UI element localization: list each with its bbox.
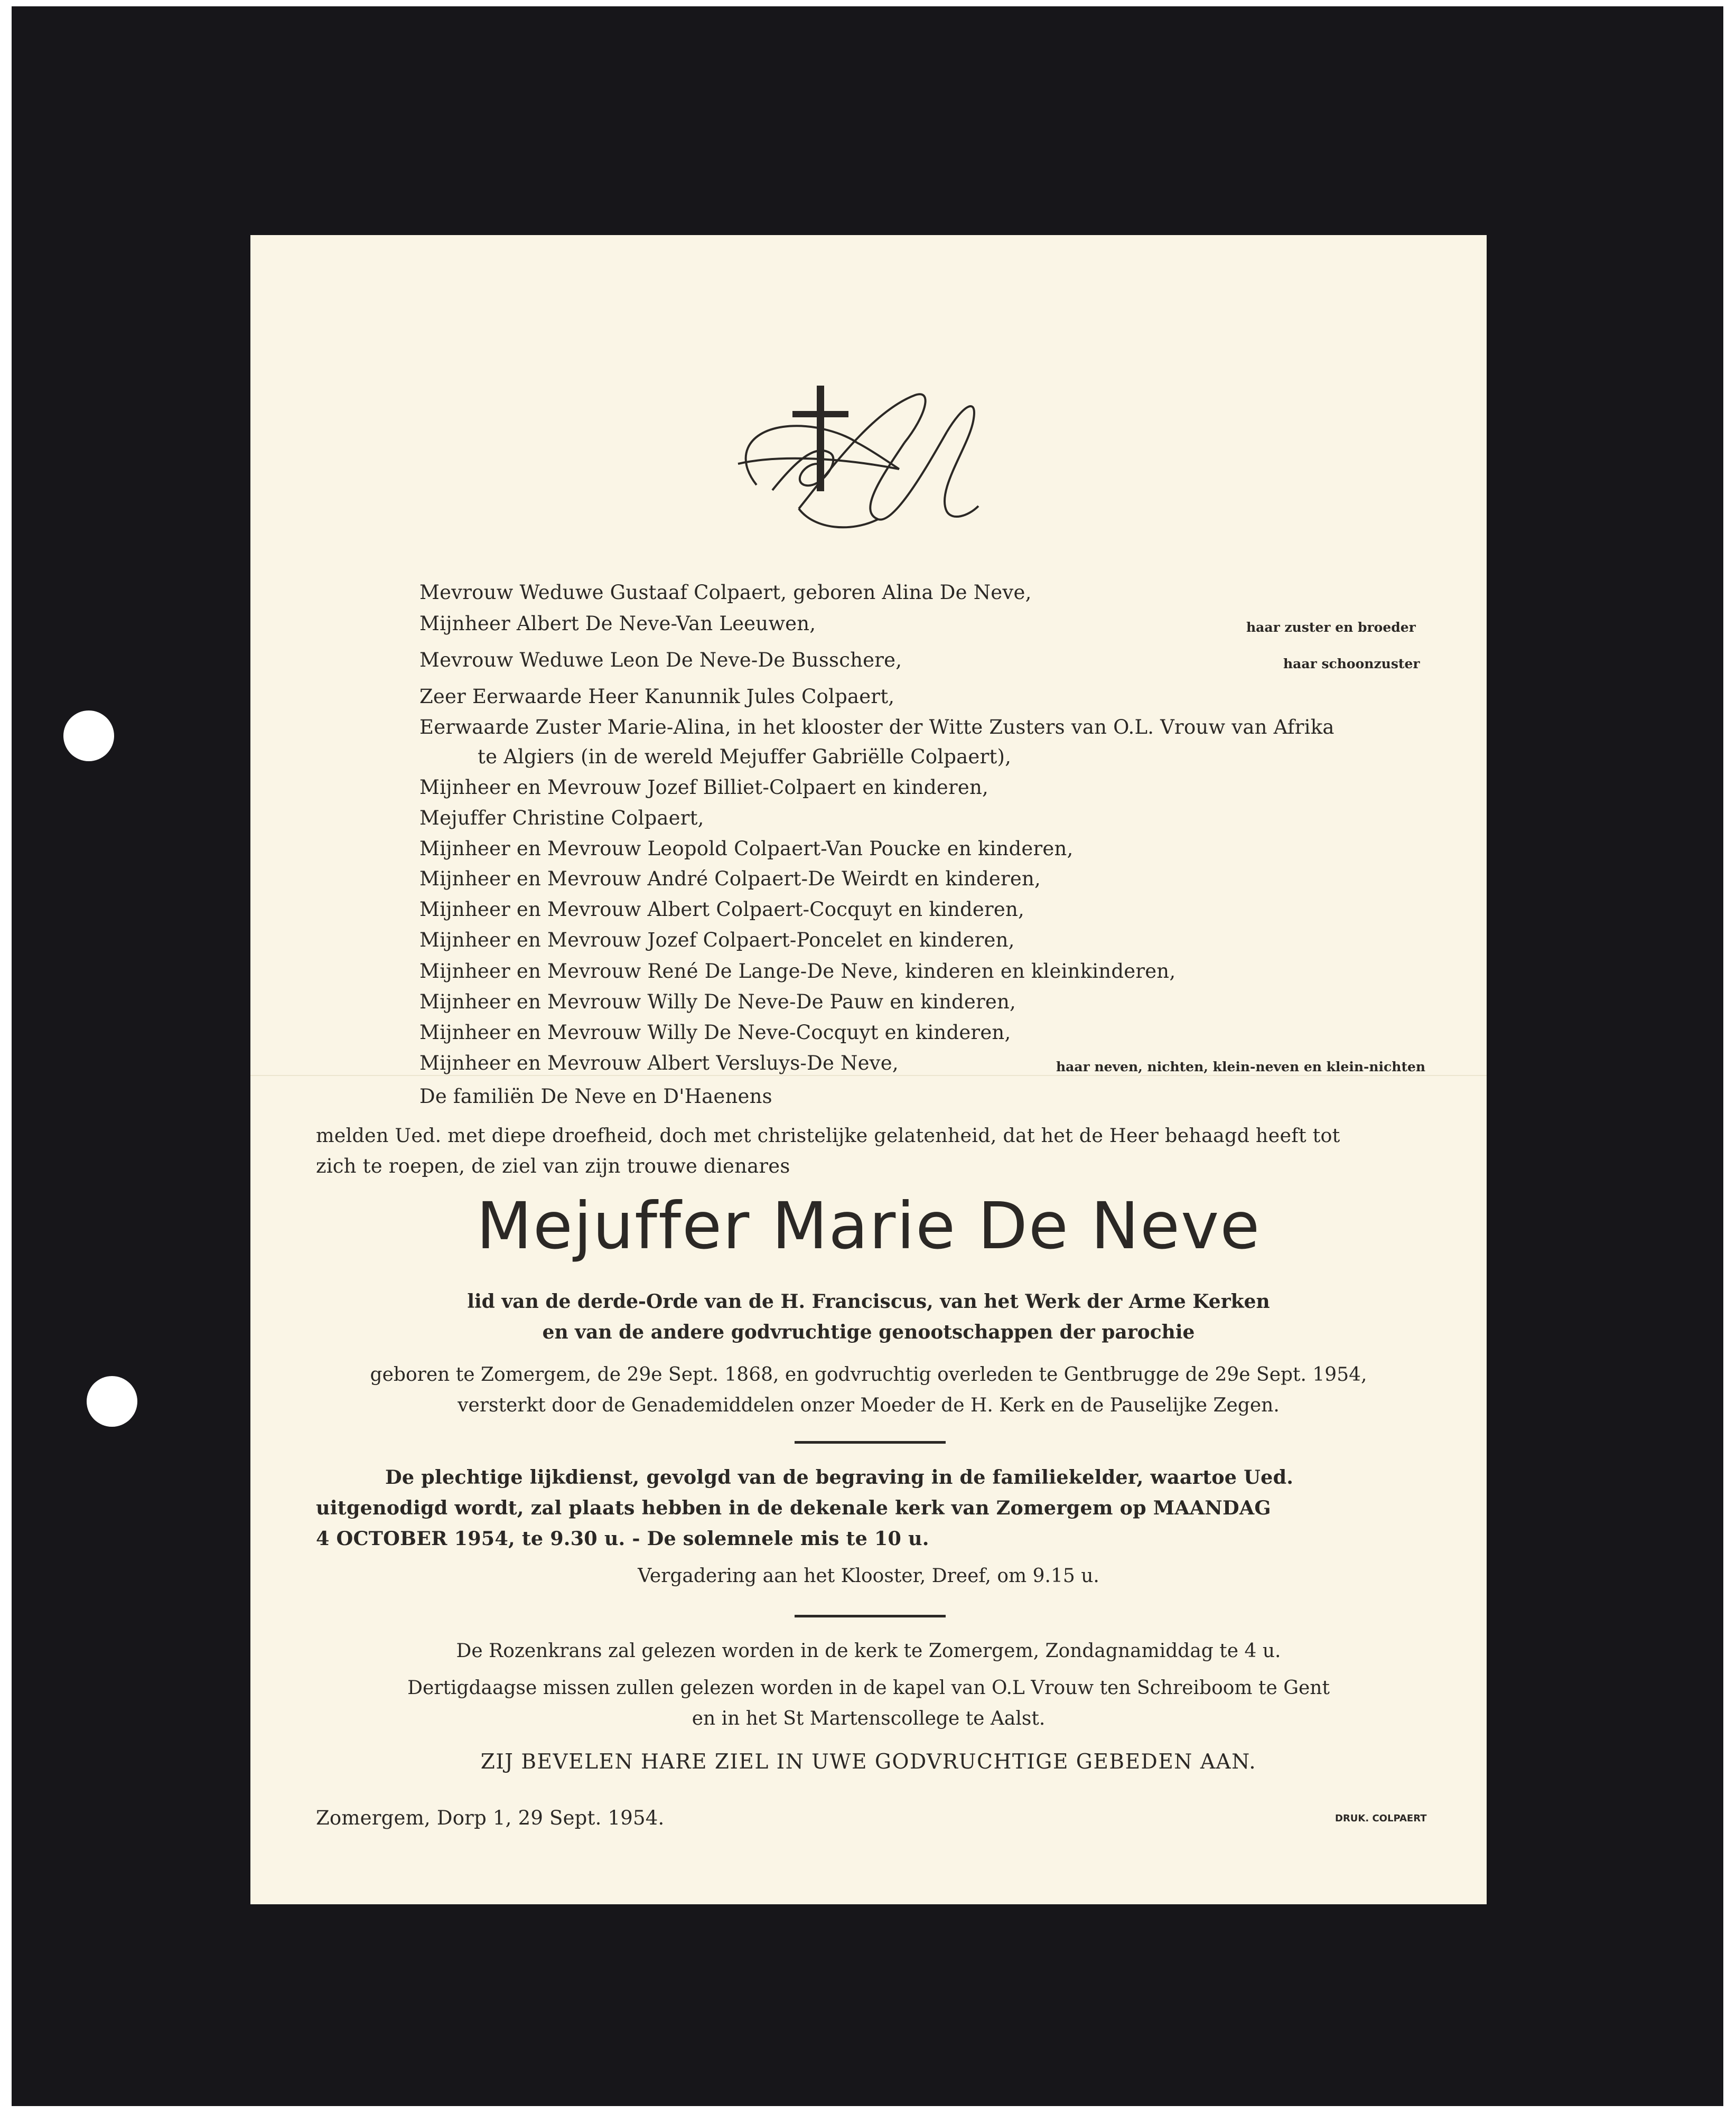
meeting-note: Vergadering aan het Klooster, Dreef, om 9.15 u. [638,1565,1099,1587]
family-line: te Algiers (in de wereld Mejuffer Gabriëlle Colpaert), [478,745,1012,768]
family-line: Mijnheer en Mevrouw Willy De Neve-Cocquyt en kinderen, [419,1021,1011,1044]
family-line: Mijnheer en Mevrouw Leopold Colpaert-Van Poucke en kinderen, [419,837,1074,860]
punch-hole-bottom [87,1376,137,1427]
rosary-note: De Rozenkrans zal gelezen worden in de kerk te Zomergem, Zondagnamiddag te 4 u. [456,1640,1281,1662]
divider [795,1615,946,1617]
relation-note: haar zuster en broeder [1246,620,1416,635]
place-date: Zomergem, Dorp 1, 29 Sept. 1954. [316,1807,665,1829]
family-line: Mijnheer en Mevrouw Albert Versluys-De Neve, [419,1052,899,1074]
family-line: Mevrouw Weduwe Leon De Neve-De Busschere, [419,649,902,671]
family-line: Mijnheer en Mevrouw Albert Colpaert-Cocquyt en kinderen, [419,898,1024,921]
membership-line: en van de andere godvruchtige genootschappen der parochie [542,1321,1195,1343]
family-line: Zeer Eerwaarde Heer Kanunnik Jules Colpaert, [419,685,895,708]
announcement-text: zich te roepen, de ziel van zijn trouwe dienares [316,1155,790,1177]
divider [795,1441,946,1444]
closing-prayer: ZIJ BEVELEN HARE ZIEL IN UWE GODVRUCHTIGE GEBEDEN AAN. [480,1750,1257,1774]
funeral-service-text: 4 OCTOBER 1954, te 9.30 u. - De solemnele mis te 10 u. [316,1527,929,1550]
fold-crease [250,1075,1487,1076]
family-line: Mejuffer Christine Colpaert, [419,807,704,829]
funeral-service-text: De plechtige lijkdienst, gevolgd van de begraving in de familiekelder, waartoe Ued. [385,1466,1294,1489]
black-backing-board [12,6,1723,2106]
cross-monogram [725,385,1010,543]
birth-death-line: versterkt door de Genademiddelen onzer Moeder de H. Kerk en de Pauselijke Zegen. [458,1395,1280,1416]
funeral-service-text: uitgenodigd wordt, zal plaats hebben in de dekenale kerk van Zomergem op MAANDAG [316,1496,1271,1519]
family-line: Mijnheer en Mevrouw André Colpaert-De Weirdt en kinderen, [419,867,1041,890]
printer-mark: DRUK. COLPAERT [1335,1813,1427,1824]
deceased-name: Mejuffer Marie De Neve [476,1189,1261,1264]
punch-hole-top [63,710,114,761]
family-line: Mevrouw Weduwe Gustaaf Colpaert, geboren Alina De Neve, [419,581,1032,604]
family-line: Mijnheer en Mevrouw Jozef Colpaert-Poncelet en kinderen, [419,929,1015,951]
family-line: Mijnheer Albert De Neve-Van Leeuwen, [419,612,816,635]
family-line: De familiën De Neve en D'Haenens [419,1085,772,1108]
death-notice-sheet [250,235,1487,1904]
masses-note: en in het St Martenscollege te Aalst. [692,1708,1046,1729]
relation-note: haar schoonzuster [1283,656,1420,671]
family-line: Mijnheer en Mevrouw Jozef Billiet-Colpaert en kinderen, [419,776,988,799]
membership-line: lid van de derde-Orde van de H. Franciscus, van het Werk der Arme Kerken [467,1290,1270,1313]
family-line: Mijnheer en Mevrouw Willy De Neve-De Pauw en kinderen, [419,990,1016,1013]
family-line: Mijnheer en Mevrouw René De Lange-De Neve, kinderen en kleinkinderen, [419,960,1176,983]
relation-note: haar neven, nichten, klein-neven en klein-nichten [1056,1059,1426,1074]
masses-note: Dertigdaagse missen zullen gelezen worden in de kapel van O.L Vrouw ten Schreiboom te Gent [407,1677,1330,1699]
family-line: Eerwaarde Zuster Marie-Alina, in het klooster der Witte Zusters van O.L. Vrouw van Afrika [419,716,1334,738]
announcement-text: melden Ued. met diepe droefheid, doch met christelijke gelatenheid, dat het de Heer behaagd heeft tot [316,1124,1340,1147]
birth-death-line: geboren te Zomergem, de 29e Sept. 1868, en godvruchtig overleden te Gentbrugge de 29e Sept. 1954, [370,1364,1367,1386]
script-m-icon [738,394,978,527]
